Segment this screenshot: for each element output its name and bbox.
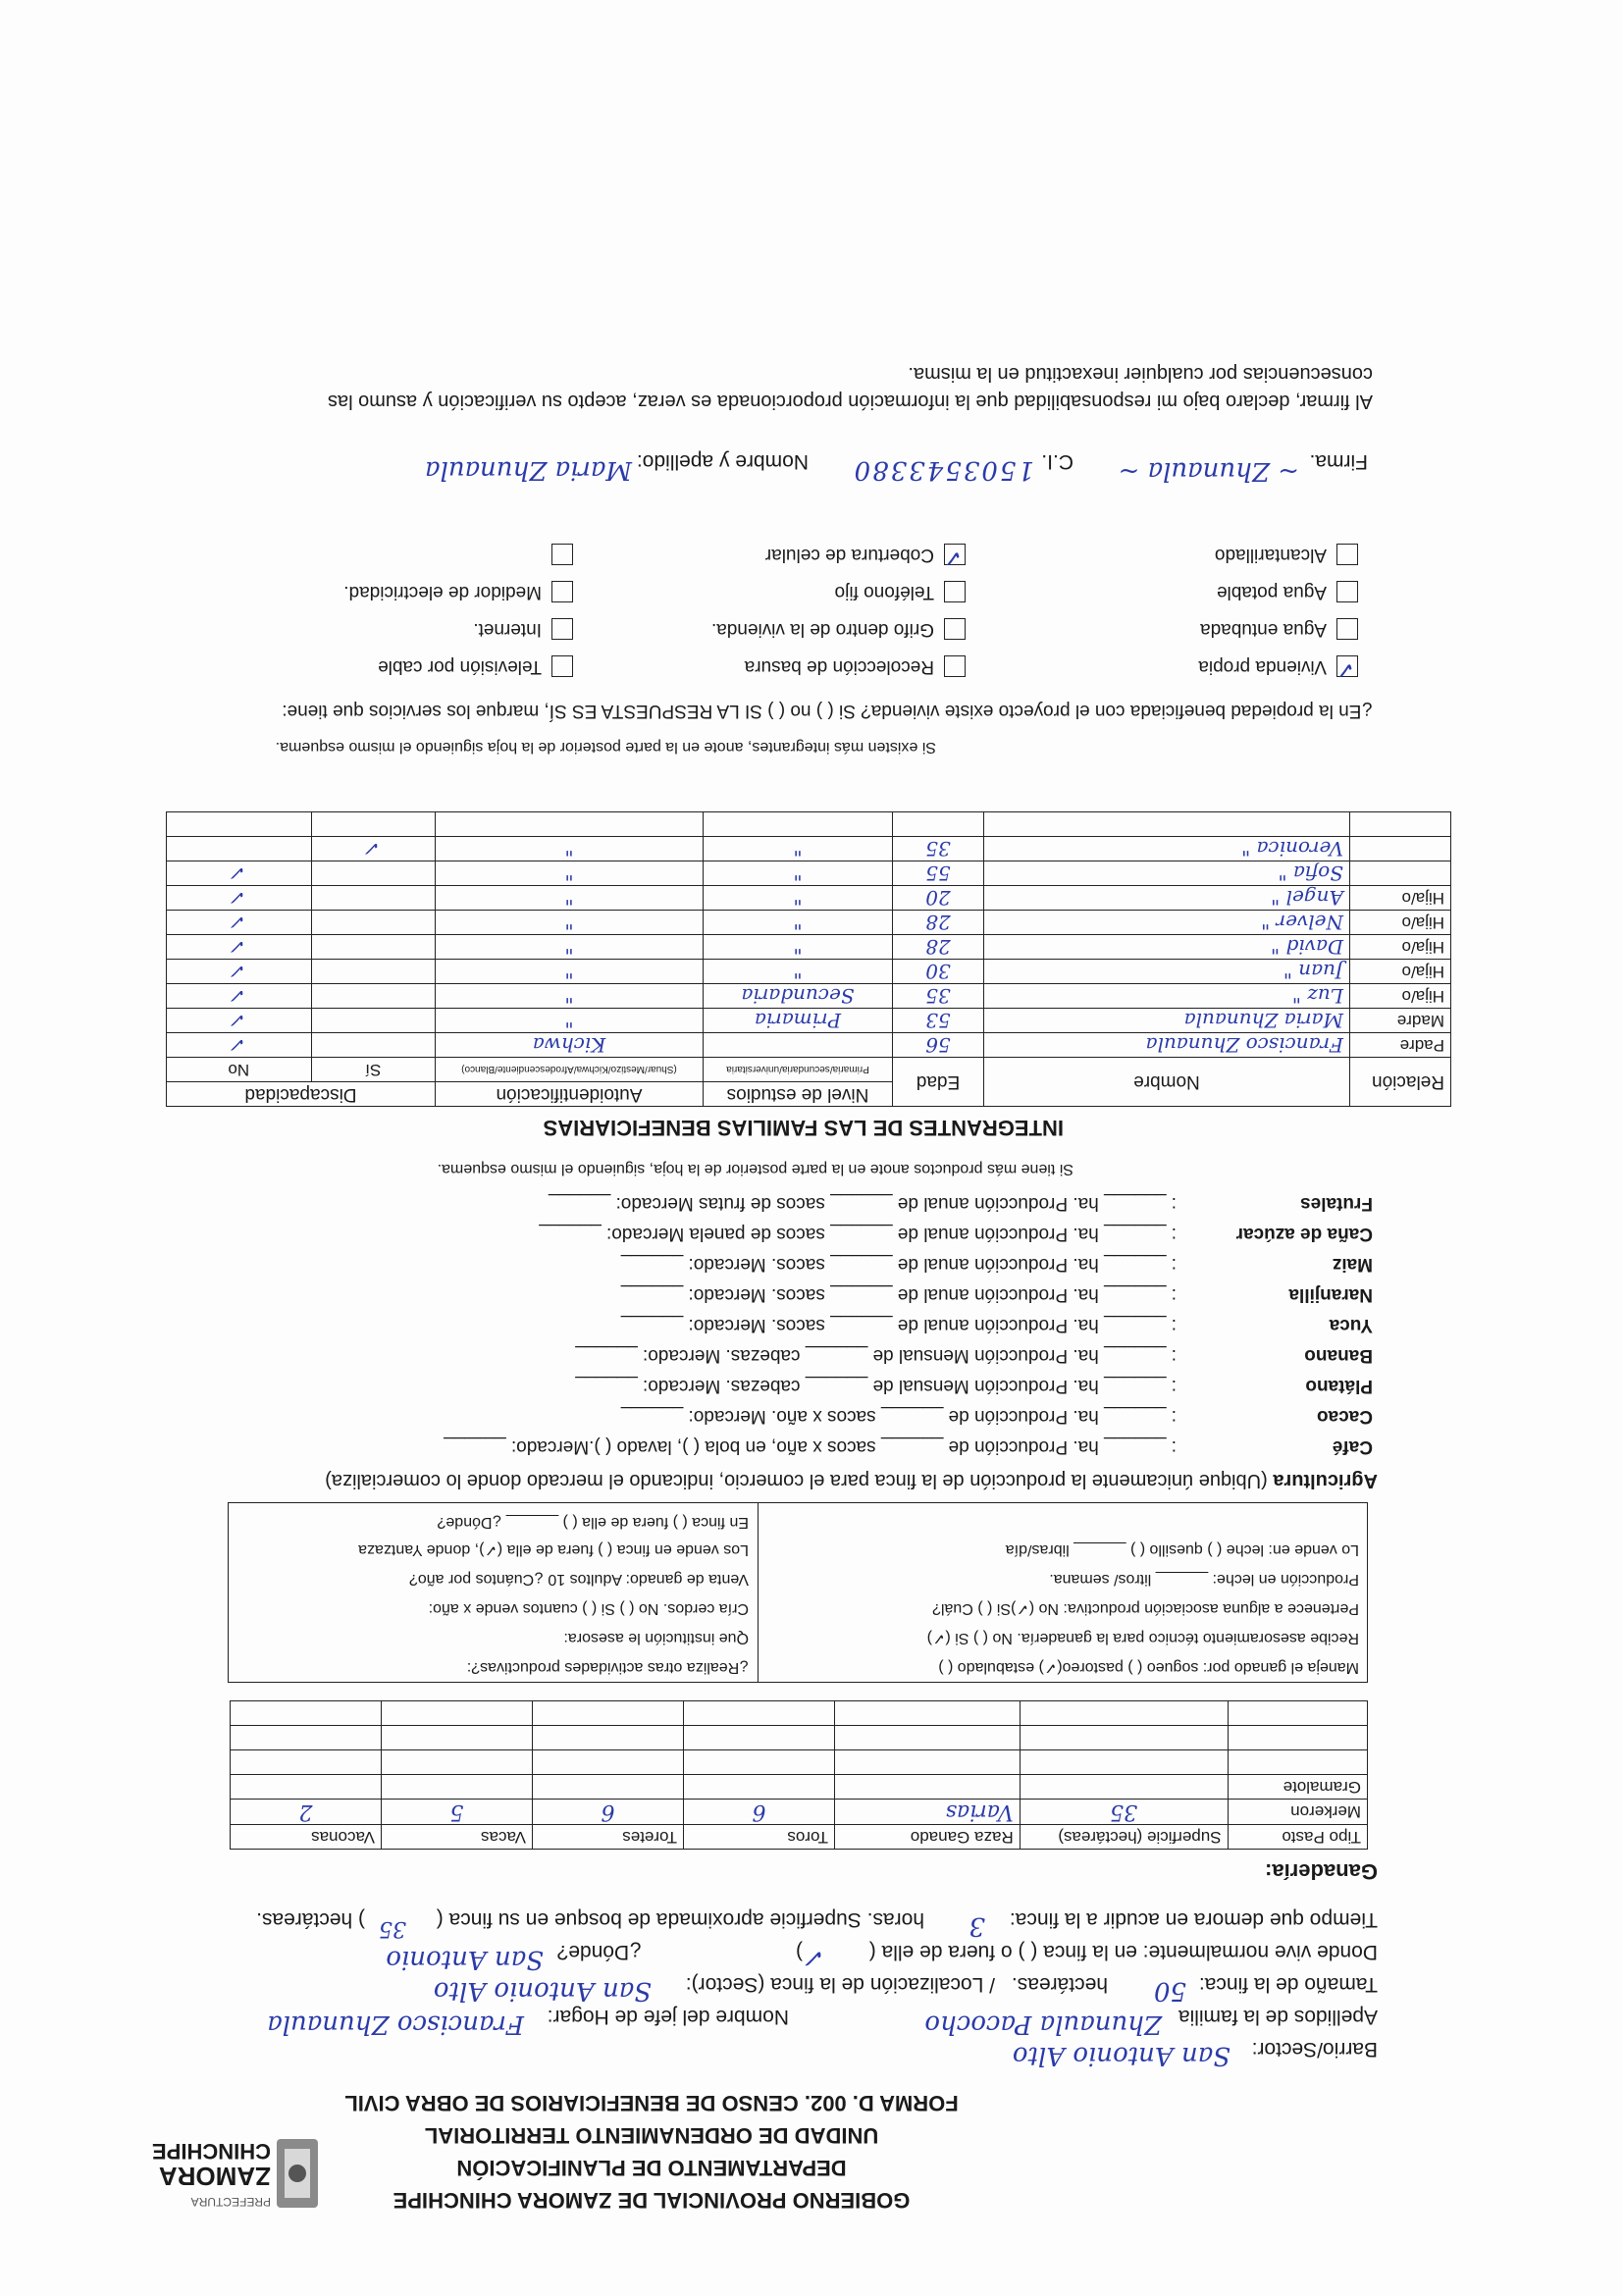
info-cerdos: Cría cerdos. No ( ) Si ( ) cuantos vende x año: [428,1600,749,1617]
table-cell: " [704,837,893,861]
col-toros: Toros [684,1825,835,1850]
table-cell [311,911,435,935]
crop-detail: : ______ ha. Producción anual de ______ sacos. Mercado: ______ [620,1284,1177,1305]
table-cell: ✓ [167,1033,312,1058]
table-cell [1350,837,1451,861]
check-mark-icon: ✓ [942,545,963,571]
logo-caption: PREFECTURA [190,2195,271,2209]
table-row [167,837,1451,861]
table-row [231,1750,1368,1775]
table-cell: Hija/o [1350,886,1451,911]
service-option[interactable] [343,581,573,602]
crop-name: Frutales [1300,1193,1373,1214]
crop-row-banano [195,1335,1373,1366]
table-row [167,886,1451,911]
checkbox[interactable] [1336,618,1358,640]
crop-detail: : ______ ha. Producción Mensual de ______ cabezas. Mercado: ______ [575,1376,1177,1396]
table-cell [1228,1701,1367,1726]
table-cell [311,1009,435,1033]
col-nombre: Nombre [984,1058,1350,1107]
agricultura-subtitle: (Ubique únicamente la producción de la finca para el comercio, indicando el mercado donde lo comercializa) [325,1470,1268,1491]
bosque-close: ) hectáreas. [256,1908,365,1931]
table-cell: " [704,935,893,960]
crop-row-maiz [195,1244,1373,1275]
crop-row-cana [195,1214,1373,1244]
table-cell [533,1701,684,1726]
servicios-checklist [181,520,1358,683]
crop-detail: : ______ ha. Producción de ______ sacos x año, en bola ( ), lavado ( ).Mercado: ______ [444,1436,1177,1457]
table-cell: 6 [684,1800,835,1825]
vive-text: Donde vive normalmente: en la finca ( ) o fuera de ella ( [868,1941,1378,1963]
service-option[interactable] [835,581,966,602]
table-cell: Secundaria [704,984,893,1009]
service-label: Cobertura de celular [764,545,934,565]
table-cell: " [436,935,704,960]
donde-label: ¿Dónde? [556,1941,642,1963]
table-cell: Hija/o [1350,935,1451,960]
crop-row-cacao [195,1396,1373,1427]
check-mark-icon: ✓ [1335,656,1355,683]
checkbox[interactable] [944,618,966,640]
table-cell: Hija/o [1350,911,1451,935]
tiempo-rest: horas. Superficie aproximada de bosque en su finca ( [436,1908,924,1931]
header-line-1: GOBIERNO PROVINCIAL DE ZAMORA CHINCHIPE [393,2188,911,2213]
table-row [231,1726,1368,1750]
crop-name: Banano [1304,1345,1373,1366]
col-edad: Edad [893,1058,984,1107]
nombre-value: Maria Zhunaula [425,455,632,485]
sub-auto: (Shuar/Mestizo/Kichwa/Afrodescendiente/Blanco) [436,1058,704,1082]
checkbox[interactable] [1336,581,1358,602]
service-option[interactable] [1215,544,1358,565]
info-vende-leche: Lo vende en: leche ( ) quesillo ( ) ______ libras/día [1005,1541,1359,1558]
localizacion-value: San Antonio Alto [433,1976,652,2006]
crop-detail: : ______ ha. Producción de ______ sacos x año. Mercado: ______ [620,1406,1177,1427]
table-cell: " [704,911,893,935]
integrantes-header-row [167,1082,1451,1107]
service-label: Televisión por cable [378,656,542,677]
sub-estudios: Primaria/secundaria/universitaria [704,1058,893,1082]
table-cell [1228,1726,1367,1750]
crop-row-cafe [195,1427,1373,1457]
table-cell: Gramalote [1228,1775,1367,1800]
ganaderia-title: Ganadería: [1265,1859,1378,1884]
crop-name: Café [1332,1436,1373,1457]
table-cell: 35 [1020,1800,1228,1825]
firma-signature: ~ Zhunaula ~ [1118,456,1299,486]
logo-chinchipe: CHINCHIPE [151,2139,271,2164]
table-cell: ✓ [167,935,312,960]
integrantes-table [166,811,1451,1107]
table-cell: Hija/o [1350,984,1451,1009]
header-line-2: DEPARTAMENTO DE PLANIFICACIÓN [456,2156,847,2180]
apellidos-value: Zhunaula Pacocho [924,2009,1162,2039]
firma-label: Firma. [1309,450,1368,473]
crop-name: Plátano [1305,1376,1373,1396]
info-asesoramiento: Recibe asesoramiento técnico para la ganadería. No ( ) Si (✓) [926,1630,1359,1646]
col-auto: Autoidentificación [436,1082,704,1107]
service-option[interactable] [378,655,573,677]
table-cell [1228,1750,1367,1775]
col-tipo-pasto: Tipo Pasto [1228,1825,1367,1850]
service-label: Grifo dentro de la vivienda. [710,619,934,640]
checkbox-checked[interactable] [1335,655,1358,683]
table-cell: ✓ [167,960,312,984]
table-cell: Madre [1350,1009,1451,1033]
table-cell [311,861,435,886]
agricultura-title: Agricultura [1273,1470,1378,1491]
tiempo-value: 3 [969,1911,985,1941]
service-label: Vivienda propia [1198,656,1327,677]
bosque-value: 35 [379,1916,406,1941]
table-cell [231,1726,382,1750]
table-cell: Varias [835,1800,1021,1825]
table-cell [1020,1750,1228,1775]
barrio-value: San Antonio Alto [1012,2041,1230,2070]
table-cell: ✓ [167,1009,312,1033]
table-cell [311,1033,435,1058]
checkbox-checked[interactable] [942,544,966,571]
table-cell [231,1775,382,1800]
table-cell: 56 [893,1033,984,1058]
crop-row-yuca [195,1305,1373,1335]
checkbox[interactable] [551,618,573,640]
table-row [167,1033,1451,1058]
checkbox[interactable] [551,581,573,602]
crop-detail: : ______ ha. Producción Mensual de ______ cabezas. Mercado: ______ [575,1345,1177,1366]
table-cell [1350,812,1451,837]
table-cell: 5 [382,1800,533,1825]
table-cell [231,1750,382,1775]
table-row [231,1800,1368,1825]
tamano-unit: hectáreas. [1011,1973,1108,1996]
jefe-value: Francisco Zhunaula [267,2009,524,2039]
col-discapacidad: Discapacidad [167,1082,436,1107]
table-cell [167,837,312,861]
tamano-label: Tamaño de la finca: [1198,1973,1378,1996]
checkbox[interactable] [551,655,573,677]
table-cell [835,1726,1021,1750]
service-label: Teléfono fijo [834,582,934,602]
table-cell: 28 [893,911,984,935]
table-cell: Luz " [984,984,1350,1009]
ci-value: 1503543380 [852,455,1034,485]
checkbox[interactable] [1336,544,1358,565]
crop-name: Naranjilla [1288,1284,1373,1305]
table-cell: David " [984,935,1350,960]
tamano-value: 50 [1153,1976,1186,2006]
table-cell [231,1701,382,1726]
apellidos-label: Apellidos de la familia [1178,2006,1378,2028]
sub-no: No [167,1058,312,1082]
ganaderia-table [230,1700,1368,1850]
crop-detail: : ______ ha. Producción anual de ______ sacos de frutas Mercado: ______ [548,1193,1177,1214]
table-cell [984,812,1350,837]
table-cell [1020,1775,1228,1800]
table-cell: 6 [533,1800,684,1825]
table-cell: 35 [893,984,984,1009]
info-otras-actividades: ¿Realiza otras actividades productivas?: [466,1659,749,1676]
table-row [167,1009,1451,1033]
col-vacas: Vacas [382,1825,533,1850]
table-cell: " [436,837,704,861]
crop-detail: : ______ ha. Producción anual de ______ sacos. Mercado: ______ [620,1315,1177,1335]
table-cell: Primaria [704,1009,893,1033]
info-asociacion: Pertenece a alguna asociación productiva: No (✓)Si ( ) Cuál? [932,1600,1359,1617]
declaracion-line-1: Al firmar, declaro bajo mi responsabilidad que la información proporcionada es veraz, acepto su verificación y asumo las [328,391,1373,412]
table-cell: Sofia " [984,861,1350,886]
col-superficie: Superficie (hectáreas) [1020,1825,1228,1850]
table-cell [684,1775,835,1800]
agricultura-heading [325,1469,1378,1491]
integrantes-note: Si existen más integrantes, anote en la parte posterior de la hoja siguiendo el mismo esquema. [275,739,936,756]
table-cell: " [436,1009,704,1033]
agricultura-note: Si tiene más productos anote en la parte posterior de la hoja, siguiendo el mismo esquema. [437,1161,1073,1177]
table-cell: Veronica " [984,837,1350,861]
table-cell [311,812,435,837]
table-row [167,812,1451,837]
vive-mark: ✓ [805,1943,826,1972]
ganaderia-header-row [231,1825,1368,1850]
table-cell: 35 [893,837,984,861]
table-cell [382,1775,533,1800]
jefe-label: Nombre del jefe de Hogar: [547,2006,789,2028]
table-cell: 2 [231,1800,382,1825]
table-cell: ✓ [167,886,312,911]
table-cell: 55 [893,861,984,886]
crop-detail: : ______ ha. Producción anual de ______ sacos. Mercado: ______ [620,1254,1177,1275]
table-row [231,1775,1368,1800]
table-row [167,960,1451,984]
table-cell: Nelver " [984,911,1350,935]
info-maneja: Maneja el ganado por: sogueo ( ) pastoreo(✓) estabulado ( ) [938,1659,1359,1676]
table-cell: Padre [1350,1033,1451,1058]
col-toretes: Toretes [533,1825,684,1850]
table-cell [311,886,435,911]
col-raza: Raza Ganado [835,1825,1021,1850]
table-row [167,911,1451,935]
table-cell [684,1701,835,1726]
info-venta-ganado: Venta de ganado: Adultos 10 ¿Cuántos por año? [408,1571,749,1588]
sub-si: Sí [311,1058,435,1082]
service-option[interactable] [711,618,966,640]
table-cell: " [436,886,704,911]
table-cell: 53 [893,1009,984,1033]
table-cell [684,1750,835,1775]
table-cell [684,1726,835,1750]
crop-name: Cacao [1316,1406,1373,1427]
integrantes-title: INTEGRANTES DE LAS FAMILIAS BENEFICIARIAS [543,1116,1064,1140]
table-row [167,861,1451,886]
service-label: Agua entubada [1200,619,1327,640]
checkbox[interactable] [944,655,966,677]
table-cell [382,1726,533,1750]
donde-value: San Antonio [386,1945,544,1974]
service-label: Agua potable [1217,582,1327,602]
service-label: Alcantarillado [1214,545,1327,565]
table-cell: " [704,861,893,886]
table-cell [167,812,312,837]
nombre-label: Nombre y apellido: [636,450,809,473]
table-cell [1020,1701,1228,1726]
table-cell [1020,1726,1228,1750]
table-cell [311,960,435,984]
crop-detail: : ______ ha. Producción anual de ______ sacos de panela Mercado: ______ [539,1224,1177,1244]
table-cell: Angel " [984,886,1350,911]
checkbox[interactable] [944,581,966,602]
table-cell: 20 [893,886,984,911]
table-cell: Juan " [984,960,1350,984]
table-row [231,1701,1368,1726]
table-cell: Francisco Zhunaula [984,1033,1350,1058]
checkbox[interactable] [551,544,573,565]
crop-name: Yuca [1329,1315,1373,1335]
service-option[interactable] [1200,618,1358,640]
table-cell [835,1701,1021,1726]
table-cell [382,1750,533,1775]
service-option[interactable] [542,544,573,565]
table-row [167,935,1451,960]
table-cell [533,1750,684,1775]
crop-row-platano [195,1366,1373,1396]
service-option[interactable] [764,544,966,571]
declaracion-line-2: consecuencias por cualquier inexactitud en la misma. [908,363,1373,385]
tiempo-label: Tiempo que demora en acudir a la finca: [1009,1908,1378,1931]
table-cell [311,935,435,960]
service-option[interactable] [1217,581,1358,602]
logo-zamora: ZAMORA [158,2162,271,2191]
service-option[interactable] [473,618,573,640]
info-leche: Producción en leche: ______ litros/ semana. [1049,1571,1359,1588]
service-label: Medidor de electricidad. [343,582,542,602]
header-line-4: FORMA D. 002. CENSO DE BENEFICIARIOS DE OBRA CIVIL [344,2091,959,2115]
table-cell [382,1701,533,1726]
table-cell [704,1033,893,1058]
servicios-question: ¿En la propiedad beneficiada con el proyecto existe vivienda? Si ( ) no ( ) SI LA RESPUESTA ES SÍ, marque los servicios que tiene: [282,701,1373,721]
table-cell [436,812,704,837]
service-option[interactable] [1198,655,1358,683]
table-cell [704,812,893,837]
table-cell [893,812,984,837]
table-cell [835,1750,1021,1775]
table-row [167,984,1451,1009]
table-cell [533,1726,684,1750]
table-cell [533,1775,684,1800]
table-cell: ✓ [167,984,312,1009]
ci-label: C.I. [1041,450,1073,473]
vive-close: ) [796,1941,803,1963]
table-cell [311,984,435,1009]
table-cell: Maria Zhunaula [984,1009,1350,1033]
table-cell: ✓ [311,837,435,861]
table-cell: " [436,861,704,886]
info-donde: En finca ( ) fuera de ella ( ) ______ ¿Dónde? [437,1514,749,1531]
table-cell: " [436,960,704,984]
table-cell: Hija/o [1350,960,1451,984]
table-cell: " [436,984,704,1009]
table-cell: ✓ [167,911,312,935]
crop-name: Maiz [1332,1254,1373,1275]
col-vaconas: Vaconas [231,1825,382,1850]
table-cell: Merkeron [1228,1800,1367,1825]
service-option[interactable] [745,655,966,677]
table-cell: ✓ [167,861,312,886]
table-cell [835,1775,1021,1800]
info-vende-finca: Los vende en finca ( ) fuera de ella (✓), donde Yantzaza [358,1541,749,1558]
crop-row-frutales [195,1183,1373,1214]
table-cell: " [436,911,704,935]
table-cell: " [704,886,893,911]
col-nivel: Nivel de estudios [704,1082,893,1107]
table-cell: " [704,960,893,984]
ganaderia-info-box [228,1502,1368,1683]
service-label: Recolección de basura [744,656,934,677]
agricultura-list [195,1183,1373,1457]
info-institucion: Que institución le asesora: [563,1630,749,1646]
table-cell: Kichwa [436,1033,704,1058]
crop-row-naranjilla [195,1275,1373,1305]
crop-name: Caña de azúcar [1235,1224,1373,1244]
table-cell: 28 [893,935,984,960]
barrio-label: Barrio/Sector: [1251,2038,1378,2061]
header-line-3: UNIDAD DE ORDENAMIENTO TERRITORIAL [424,2123,879,2148]
table-cell: 30 [893,960,984,984]
col-relacion: Relación [1350,1058,1451,1107]
service-label: Internet. [473,619,542,640]
table-cell [1350,861,1451,886]
localizacion-label: / Localización de la finca (Sector): [685,1973,995,1996]
